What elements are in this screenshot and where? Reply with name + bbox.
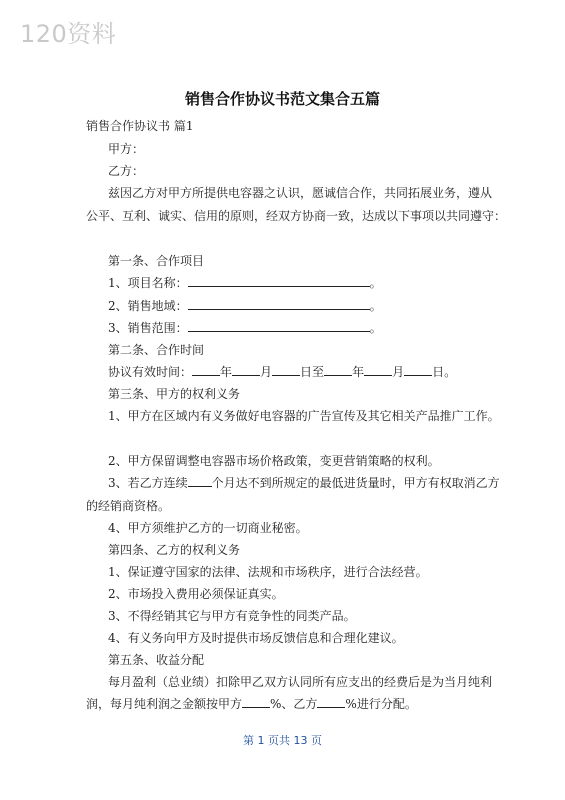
item-end-mark: 。 [369,276,382,290]
term-day-blank-1 [272,365,300,376]
article-5-part-a: 润，每月纯利润之金额按甲方 [86,697,243,711]
watermark-logo: 120资料 [20,20,117,48]
article-4-item-2: 2、市场投入费用必须保证真实。 [108,587,284,601]
article-3-item-1: 1、甲方在区域内有义务做好电容器的广告宣传及其它相关产品推广工作。 [108,409,500,423]
term-month-1: 月 [260,365,273,379]
term-year-1: 年 [220,365,233,379]
party-a-label: 甲方： [108,142,145,156]
document-title: 销售合作协议书范文集合五篇 [184,90,380,108]
article-2-heading: 第二条、合作时间 [108,343,205,357]
article-3-item-3 [108,474,500,491]
term-day-to: 日至 [300,365,325,379]
article-5-paragraph-line-1: 每月盈利（总业绩）扣除甲乙双方认同所有应支出的经费后是为当月纯利 [108,675,493,689]
section-subtitle: 销售合作协议书 篇1 [86,119,194,133]
term-year-2: 年 [352,365,365,379]
item-sales-scope-label: 3、销售范围： [108,321,188,335]
term-day-end: 日。 [432,365,457,379]
article-3-item-2: 2、甲方保留调整电容器市场价格政策，变更营销策略的权利。 [108,454,440,468]
sales-region-blank [188,299,370,310]
article-5-heading: 第五条、收益分配 [108,653,205,667]
party-a-percent-blank [242,697,270,708]
article-3-item-3-part-a: 3、若乙方连续 [108,476,188,490]
article-5-part-c: %进行分配。 [345,697,417,711]
party-b-percent-blank [317,697,345,708]
term-line [108,363,456,380]
item-end-mark: 。 [369,321,382,335]
article-1-heading: 第一条、合作项目 [108,254,205,268]
term-month-blank-1 [232,365,260,376]
item-project-name-label: 1、项目名称： [108,276,188,290]
article-3-item-4: 4、甲方须维护乙方的一切商业秘密。 [108,521,308,535]
party-b-label: 乙方： [108,164,145,178]
article-4-heading: 第四条、乙方的权利义务 [108,543,241,557]
article-4-item-1: 1、保证遵守国家的法律、法规和市场秩序，进行合法经营。 [108,565,428,579]
article-5-part-b: %、乙方 [270,697,318,711]
article-3-item-3-continued: 的经销商资格。 [86,499,171,513]
page-number-footer: 第 1 页共 13 页 [243,734,322,747]
sales-scope-blank [188,321,370,332]
intro-paragraph-line-2: 公平、互利、诚实、信用的原则，经双方协商一致，达成以下事项以共同遵守： [86,209,507,223]
article-5-paragraph-line-2 [86,695,417,712]
term-day-blank-2 [404,365,432,376]
months-blank [188,476,212,487]
article-4-item-4: 4、有义务向甲方及时提供市场反馈信息和合理化建议。 [108,631,404,645]
term-label: 协议有效时间： [108,365,193,379]
article-3-heading: 第三条、甲方的权利义务 [108,387,241,401]
item-end-mark: 。 [369,299,382,313]
item-sales-region-label: 2、销售地域： [108,299,188,313]
term-month-blank-2 [364,365,392,376]
item-sales-region [108,297,382,314]
article-4-item-3: 3、不得经销其它与甲方有竞争性的同类产品。 [108,609,356,623]
term-year-blank-2 [324,365,352,376]
term-month-2: 月 [392,365,405,379]
project-name-blank [188,276,370,287]
item-project-name [108,274,382,291]
intro-paragraph-line-1: 兹因乙方对甲方所提供电容器之认识，愿诚信合作，共同拓展业务，遵从 [108,186,493,200]
article-3-item-3-part-b: 个月达不到所规定的最低进货量时，甲方有权取消乙方 [211,476,500,490]
term-year-blank-1 [192,365,220,376]
item-sales-scope [108,319,382,336]
